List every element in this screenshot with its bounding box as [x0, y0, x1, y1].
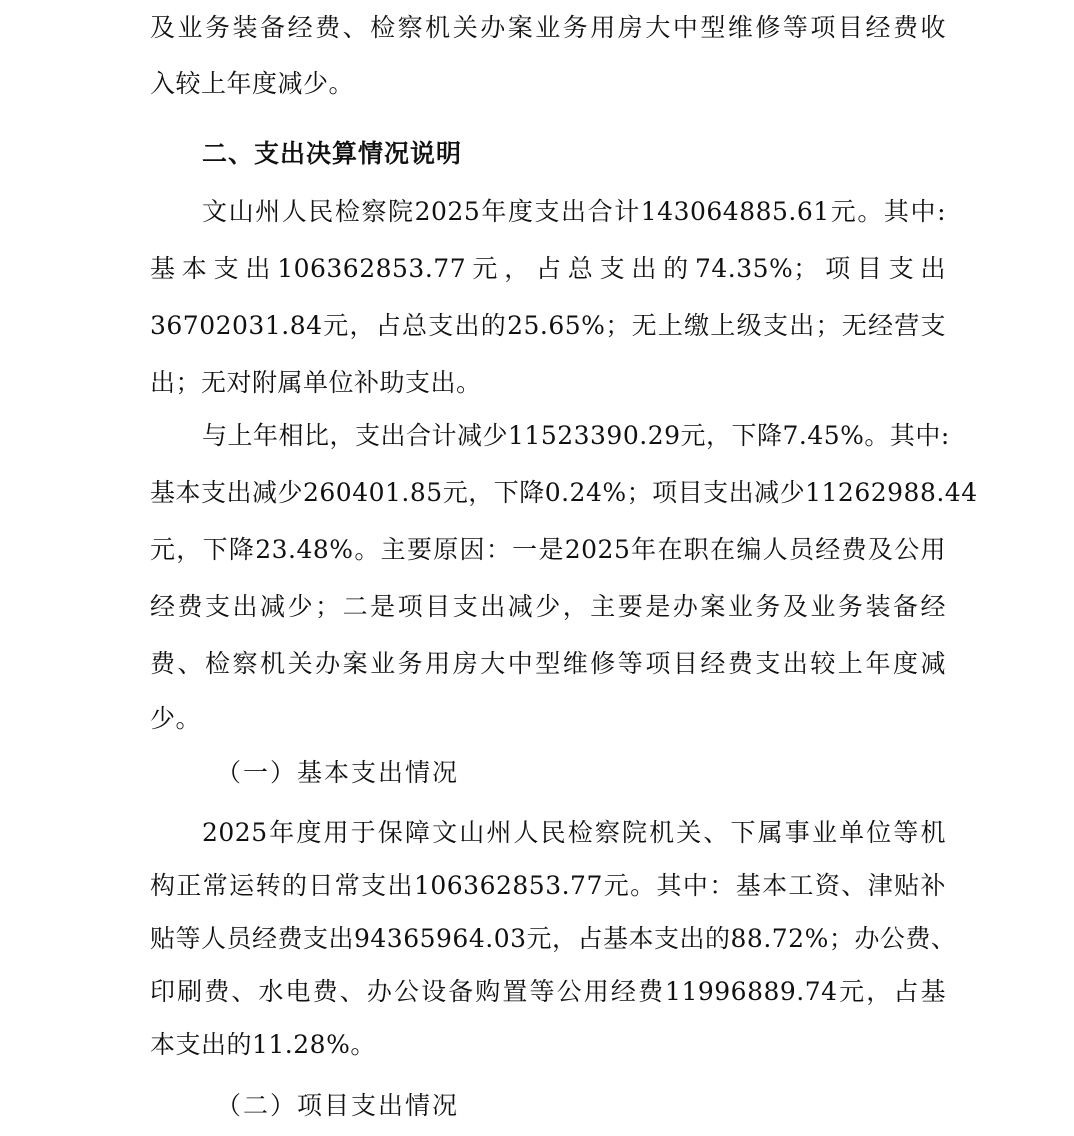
paragraph-line: 少。	[150, 704, 202, 733]
paragraph-line: 基本支出减少260401.85元，下降0.24%；项目支出减少11262988.44	[150, 478, 978, 507]
paragraph-line: 基本支出106362853.77元，占总支出的74.35%；项目支出	[150, 254, 946, 283]
paragraph-line: 印刷费、水电费、办公设备购置等公用经费11996889.74元，占基	[150, 977, 946, 1006]
paragraph-line: 经费支出减少；二是项目支出减少，主要是办案业务及业务装备经	[150, 592, 946, 621]
document-page	[150, 0, 978, 1136]
paragraph-line: 及业务装备经费、检察机关办案业务用房大中型维修等项目经费收	[150, 13, 946, 42]
subsection-heading: （二）项目支出情况	[216, 1091, 460, 1120]
paragraph-line: 入较上年度减少。	[150, 69, 355, 98]
subsection-heading: （一）基本支出情况	[216, 758, 460, 787]
paragraph-line: 元，下降23.48%。主要原因：一是2025年在职在编人员经费及公用	[150, 535, 946, 564]
paragraph-line: 与上年相比，支出合计减少11523390.29元，下降7.45%。其中:	[202, 421, 950, 450]
paragraph-line: 2025年度用于保障文山州人民检察院机关、下属事业单位等机	[202, 818, 946, 847]
paragraph-line: 构正常运转的日常支出106362853.77元。其中：基本工资、津贴补	[150, 871, 946, 900]
paragraph-line: 36702031.84元，占总支出的25.65%；无上缴上级支出；无经营支	[150, 311, 946, 340]
paragraph-line: 费、检察机关办案业务用房大中型维修等项目经费支出较上年度减	[150, 649, 946, 678]
paragraph-line: 贴等人员经费支出94365964.03元，占基本支出的88.72%；办公费、	[150, 924, 957, 953]
paragraph-line: 本支出的11.28%。	[150, 1030, 376, 1059]
paragraph-line: 文山州人民检察院2025年度支出合计143064885.61元。其中:	[202, 197, 946, 226]
section-heading: 二、支出决算情况说明	[202, 139, 463, 168]
paragraph-line: 出；无对附属单位补助支出。	[150, 368, 482, 397]
